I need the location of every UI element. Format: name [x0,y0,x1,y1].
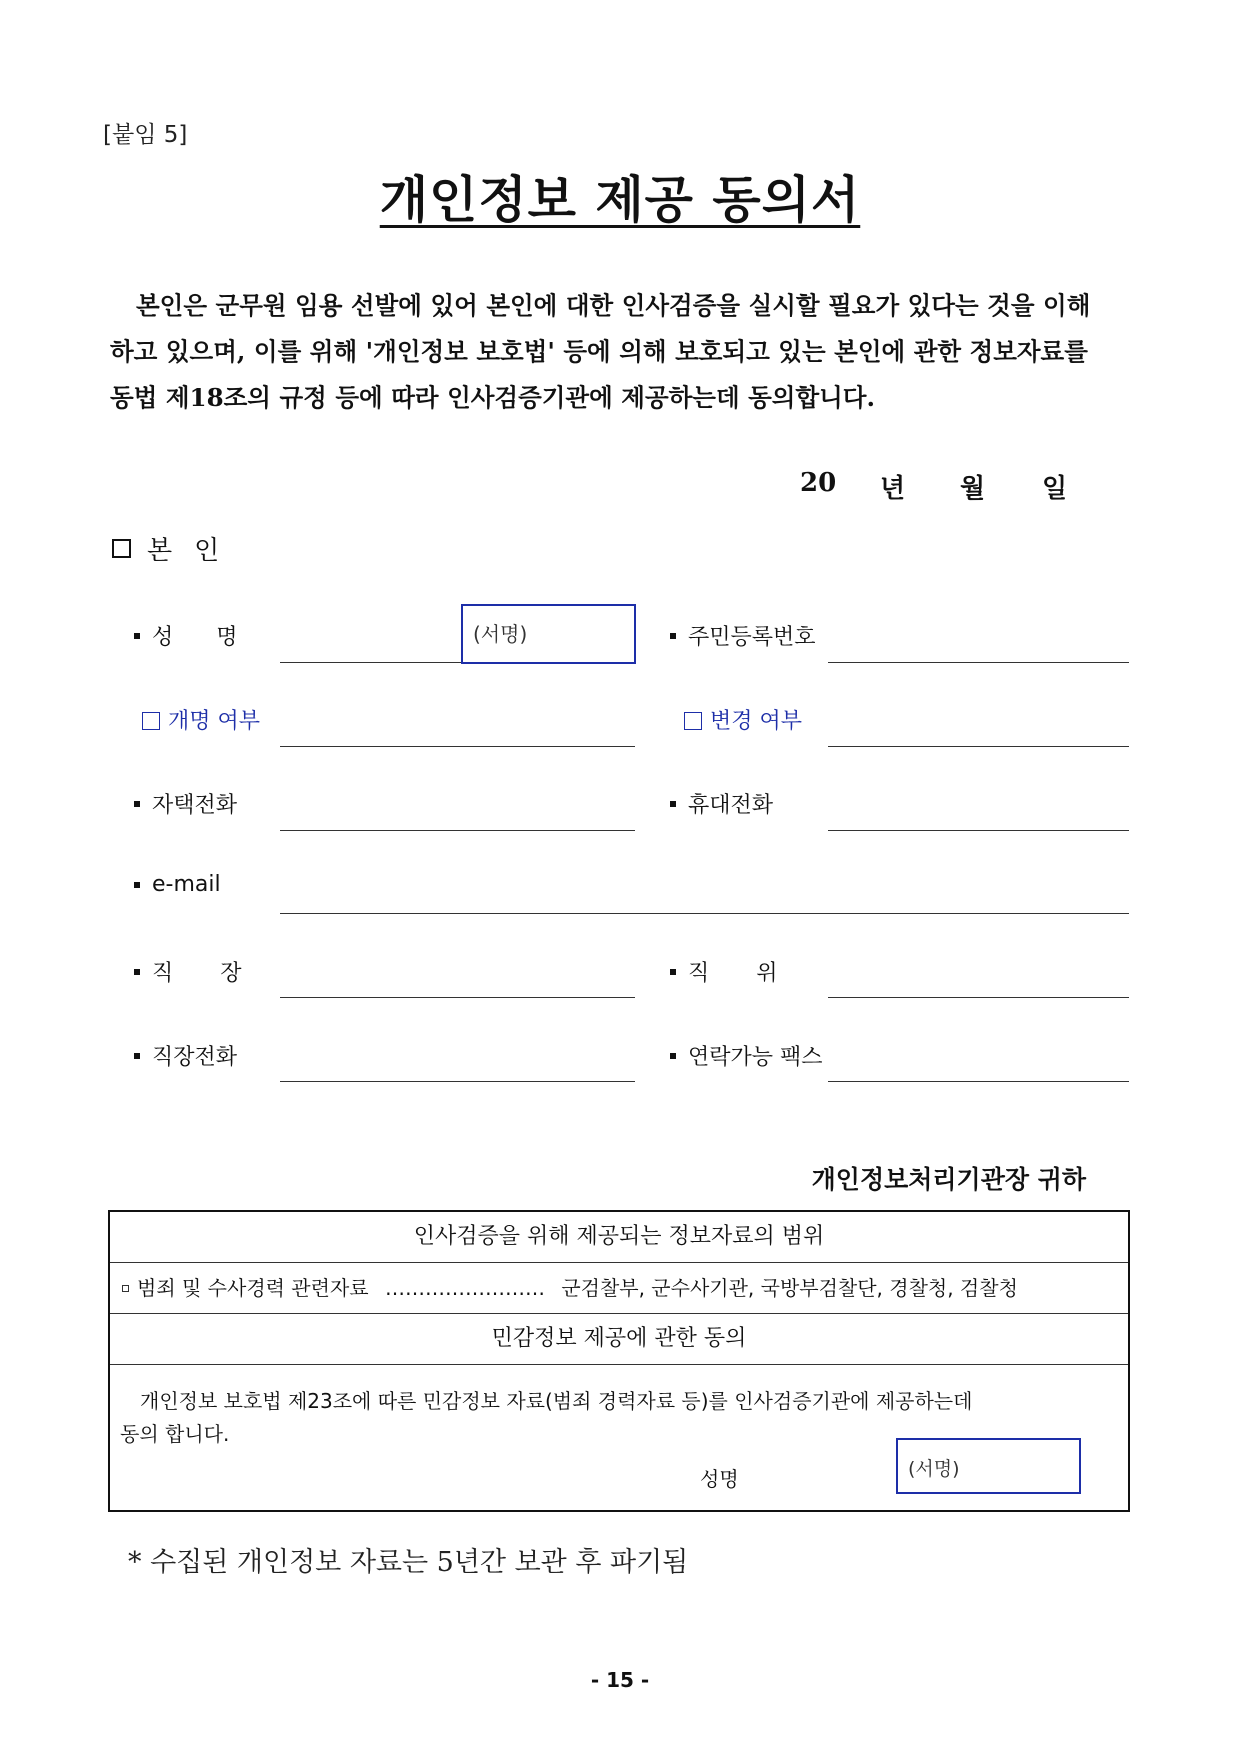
sensitive-line-1: 개인정보 보호법 제23조에 따른 민감정보 자료(범죄 경력자료 등)를 인사검증기관에 제공하는데 [140,1389,973,1413]
signature-hint: (서명) [473,622,528,646]
name-change-field[interactable] [280,746,635,747]
statement-line-3: 동법 제18조의 규정 등에 따라 인사검증기관에 제공하는데 동의합니다. [110,383,876,412]
label-name-text: 성 명 [152,625,238,650]
checkbox-icon [684,712,702,730]
label-workplace-text: 직 장 [152,961,242,986]
retention-note: * 수집된 개인정보 자료는 5년간 보관 후 파기됨 [128,1547,689,1578]
change-checkbox[interactable] [684,704,802,735]
label-home-phone [134,788,237,819]
workplace-field[interactable] [280,997,635,998]
small-square-icon [122,1285,129,1292]
document-title [0,160,1240,232]
label-fax-text: 연락가능 팩스 [688,1045,823,1070]
date-month-label: 월 [960,474,986,504]
recipient: 개인정보처리기관장 귀하 [811,1165,1086,1194]
label-resident-number [670,620,816,651]
scope-row [110,1263,1128,1314]
consent-table [108,1210,1130,1512]
bullet-icon [670,1053,676,1059]
date-year: 20 [800,468,837,498]
bullet-icon [134,633,140,639]
email-field[interactable] [280,913,1129,914]
label-name [134,620,238,651]
name-signature-box[interactable] [461,604,636,664]
label-work-phone-text: 직장전화 [152,1045,238,1070]
sensitive-sign-label: 성명 [700,1467,739,1491]
name-change-label: 개명 여부 [168,709,261,734]
name-change-checkbox[interactable] [142,704,260,735]
mobile-field[interactable] [828,830,1129,831]
bullet-icon [670,969,676,975]
document-title-text: 개인정보 제공 동의서 [379,171,861,229]
bullet-icon [134,882,140,888]
page-number: - 15 - [590,1668,650,1692]
attachment-label: [붙임 5] [103,122,188,148]
label-workplace [134,956,242,987]
sensitive-header: 민감정보 제공에 관한 동의 [110,1314,1128,1365]
label-email-text: e-mail [152,872,221,897]
section-title: 본인 [147,536,242,566]
bullet-icon [670,633,676,639]
bullet-icon [134,1053,140,1059]
resident-number-field[interactable] [828,662,1129,663]
scope-header: 인사검증을 위해 제공되는 정보자료의 범위 [110,1212,1128,1263]
sensitive-line-2: 동의 합니다. [120,1422,230,1446]
sensitive-body [110,1365,1128,1510]
statement-line-1: 본인은 군무원 임용 선발에 있어 본인에 대한 인사검증을 실시할 필요가 있다는 것을 이해 [136,291,1091,320]
statement-line-2: 하고 있으며, 이를 위해 '개인정보 보호법' 등에 의해 보호되고 있는 본인에 관한 정보자료를 [110,337,1088,366]
bullet-icon [134,969,140,975]
consent-statement [110,288,1140,426]
section-self [112,530,241,567]
signature-hint: (서명) [908,1458,960,1480]
label-email [134,872,221,897]
label-mobile [670,788,773,819]
date-year-label: 년 [880,474,906,504]
scope-dots: …………………… [384,1276,545,1300]
fax-field[interactable] [828,1081,1129,1082]
label-position-text: 직 위 [688,961,778,986]
label-position [670,956,778,987]
change-label: 변경 여부 [710,709,803,734]
scope-agencies: 군검찰부, 군수사기관, 국방부검찰단, 경찰청, 검찰청 [561,1276,1018,1300]
section-checkbox-icon [112,539,131,558]
home-phone-field[interactable] [280,830,635,831]
label-fax [670,1040,823,1071]
label-home-phone-text: 자택전화 [152,793,238,818]
label-resident-number-text: 주민등록번호 [688,625,816,650]
change-field[interactable] [828,746,1129,747]
label-mobile-text: 휴대전화 [688,793,774,818]
bullet-icon [670,801,676,807]
checkbox-icon [142,712,160,730]
work-phone-field[interactable] [280,1081,635,1082]
scope-item: 범죄 및 수사경력 관련자료 [137,1276,369,1300]
date-day-label: 일 [1042,474,1068,504]
bullet-icon [134,801,140,807]
position-field[interactable] [828,997,1129,998]
label-work-phone [134,1040,237,1071]
sensitive-signature-box[interactable] [896,1438,1081,1494]
